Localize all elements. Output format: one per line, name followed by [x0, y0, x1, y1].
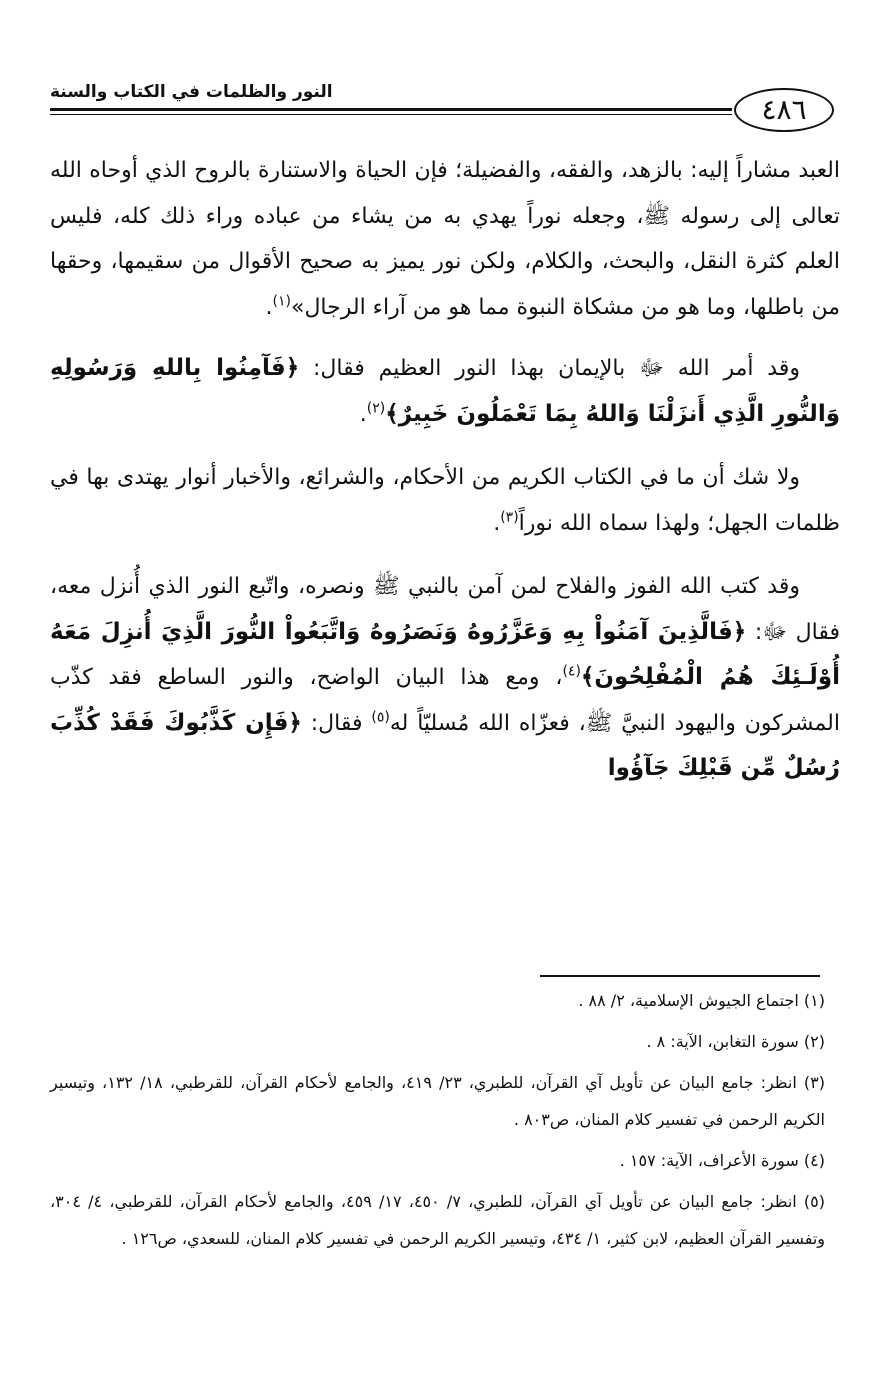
page-header [50, 80, 840, 150]
footnote-3: (٣) انظر: جامع البيان عن تأويل آي القرآن، للطبري، ٢٣/ ٤١٩، والجامع لأحكام القرآن، للقرطبي، ١٨/ ١٣٢، وتيسير الكريم الرحمن في تفسير كلام المنان، ص٨٠٣ . [50, 1073, 826, 1129]
footnote-ref-5: (٥) [371, 709, 390, 726]
header-rule-thin [50, 114, 732, 115]
paragraph-3-text: ولا شك أن ما في الكتاب الكريم من الأحكام، والشرائع، والأخبار أنوار يهتدى بها في ظلمات الجهل؛ ولهذا سماه الله نوراً [50, 465, 840, 536]
paragraph-2 [50, 346, 840, 437]
quran-verse-3: ﴿فَإِن كَذَّبُوكَ فَقَدْ كُذِّبَ رُسُلٌ مِّن قَبْلِكَ جَآؤُوا [50, 709, 840, 781]
footnote-2: (٢) سورة التغابن، الآية: ٨ . [646, 1032, 825, 1051]
paragraph-4-intro: وقد كتب الله الفوز والفلاح لمن آمن بالنبي ﷺ ونصره، واتّبع النور الذي أُنزل معه، فقال ﷻ: [50, 574, 840, 645]
page-number: ٤٨٦ [734, 88, 834, 132]
paragraph-2-intro: وقد أمر الله ﷻ بالإيمان بهذا النور العظيم فقال: [299, 356, 800, 381]
paragraph-4-middle: ، ومع هذا البيان الواضح، والنور الساطع فقد كذّب المشركون واليهود النبيَّ ﷺ، فعزّاه الله مُسليّاً له [50, 665, 840, 736]
footnote-ref-2: (٢) [366, 400, 386, 417]
paragraph-1-end: . [265, 294, 273, 320]
footnote-ref-1: (١) [272, 293, 291, 310]
paragraph-4 [50, 564, 840, 792]
paragraph-1 [50, 148, 840, 330]
main-text [50, 148, 840, 810]
quran-verse-2: ﴿فَالَّذِينَ آمَنُواْ بِهِ وَعَزَّرُوهُ وَنَصَرُوهُ وَاتَّبَعُواْ النُّورَ الَّذِيَ أُنزِلَ مَعَهُ أُوْلَـئِكَ هُمُ الْمُفْلِحُونَ﴾ [50, 618, 840, 690]
footnote-separator [540, 975, 820, 977]
paragraph-4-middle-2: فقال: [301, 710, 372, 736]
paragraph-2-end: . [359, 401, 367, 427]
footnote-1: (١) اجتماع الجيوش الإسلامية، ٢/ ٨٨ . [578, 991, 825, 1010]
running-title: النور والظلمات في الكتاب والسنة [50, 82, 333, 102]
paragraph-3-end: . [493, 510, 501, 536]
header-rule-thick [50, 108, 732, 111]
footnote-5: (٥) انظر: جامع البيان عن تأويل آي القرآن، للطبري، ٧/ ٤٥٠، ١٧/ ٤٥٩، والجامع لأحكام القرآن، للقرطبي، ٤/ ٣٠٤، وتفسير القرآن العظيم، لابن كثير، ١/ ٤٣٤، وتيسير الكريم الرحمن في تفسير كلام المنان، للسعدي، ص١٢٦ . [50, 1192, 825, 1248]
quran-verse-1: ﴿فَآمِنُوا بِاللهِ وَرَسُولِهِ وَالنُّورِ الَّذِي أَنزَلْنَا وَاللهُ بِمَا تَعْمَلُونَ خَبِيرٌ﴾ [50, 355, 840, 427]
paragraph-3 [50, 455, 840, 546]
footnote-ref-3: (٣) [500, 509, 519, 526]
footnotes [50, 982, 825, 1261]
footnote-ref-4: (٤) [562, 663, 581, 680]
footnote-4: (٤) سورة الأعراف، الآية: ١٥٧ . [619, 1151, 825, 1170]
paragraph-1-text: العبد مشاراً إليه: بالزهد، والفقه، والفضيلة؛ فإن الحياة والاستنارة بالروح الذي أوحاه الله تعالى إلى رسوله ﷺ، وجعله نوراً يهدي به من يشاء من عباده وراء ذلك كله، فليس العلم كثرة النقل، والبحث، والكلام، ولكن نور يميز به صحيح الأقوال من سقيمها، وحقها من باطلها، وما هو من مشكاة النبوة مما هو من آراء الرجال» [50, 158, 840, 320]
